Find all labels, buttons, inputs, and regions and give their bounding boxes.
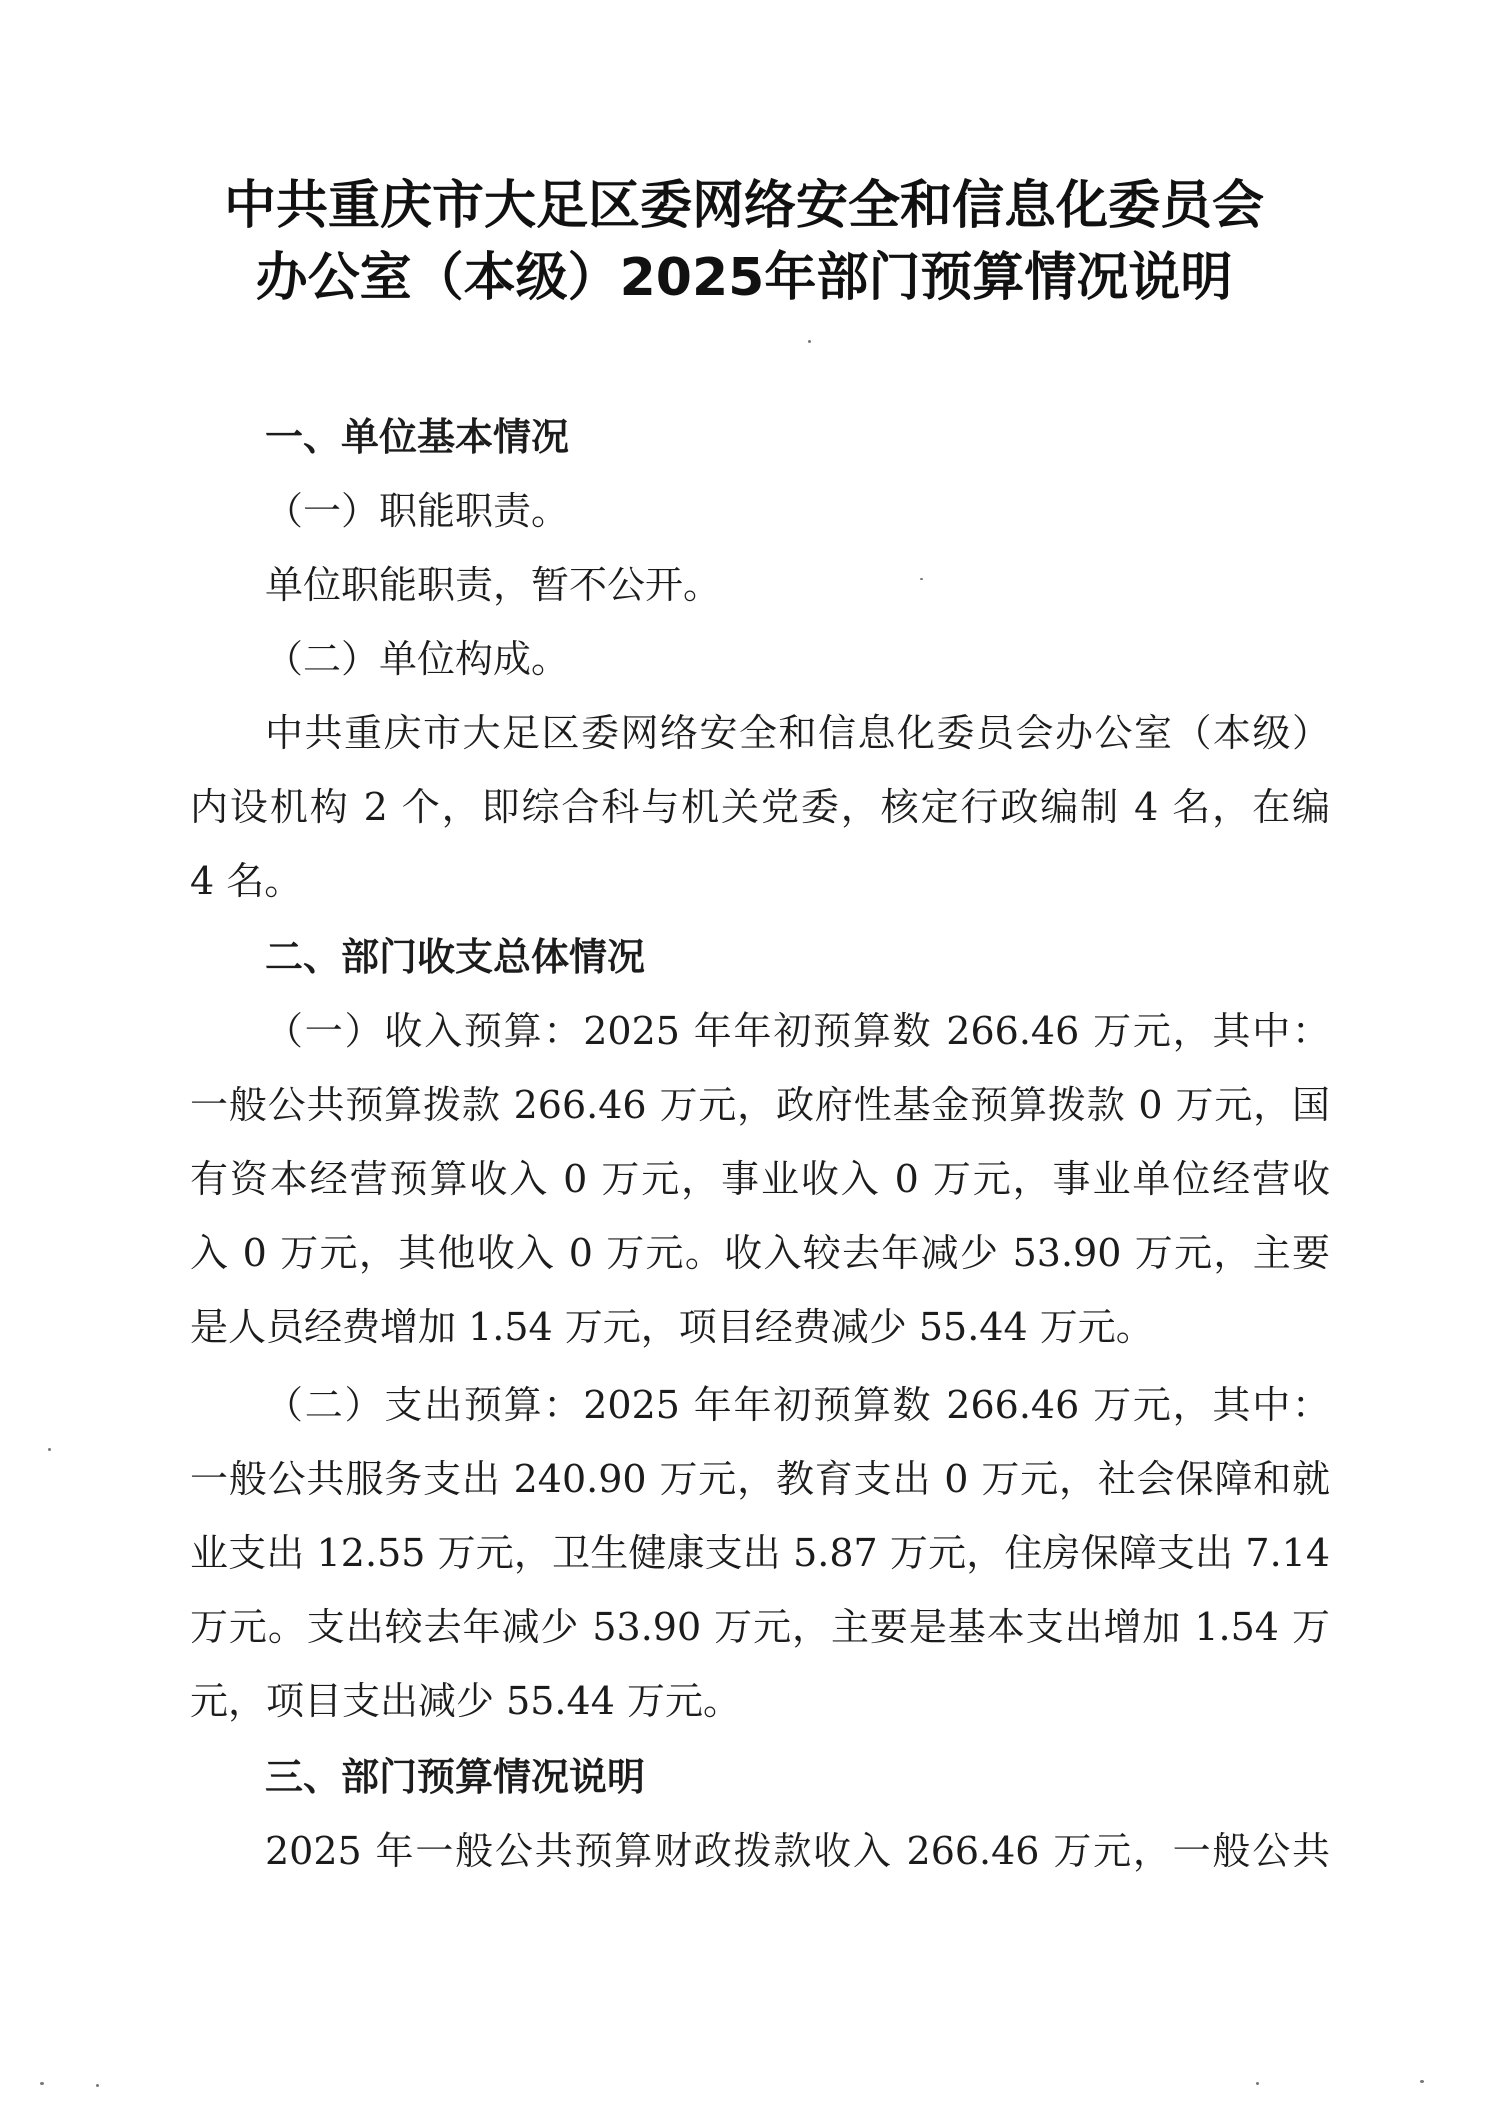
section-1-subheading-2: （二）单位构成。 bbox=[265, 637, 570, 681]
section-2-heading: 二、部门收支总体情况 bbox=[265, 935, 646, 979]
section-3-line-1: 2025 年一般公共预算财政拨款收入 266.46 万元，一般公共 bbox=[265, 1829, 1330, 1873]
section-1-heading: 一、单位基本情况 bbox=[265, 415, 570, 459]
section-2-expense-line-1: （二）支出预算：2025 年年初预算数 266.46 万元，其中： bbox=[265, 1383, 1330, 1427]
section-1-text-2-line-3: 4 名。 bbox=[190, 859, 303, 903]
section-2-expense-line-5: 元，项目支出减少 55.44 万元。 bbox=[190, 1679, 741, 1723]
scan-speck bbox=[96, 2084, 99, 2087]
section-1-text-1: 单位职能职责，暂不公开。 bbox=[265, 563, 722, 607]
section-2-income-line-1: （一）收入预算：2025 年年初预算数 266.46 万元，其中： bbox=[265, 1009, 1330, 1053]
scan-speck bbox=[1420, 2080, 1424, 2083]
scan-speck bbox=[808, 340, 811, 343]
section-2-income-line-5: 是人员经费增加 1.54 万元，项目经费减少 55.44 万元。 bbox=[190, 1305, 1154, 1349]
document-title-line-1: 中共重庆市大足区委网络安全和信息化委员会 bbox=[223, 176, 1264, 236]
section-2-income-line-4: 入 0 万元，其他收入 0 万元。收入较去年减少 53.90 万元，主要 bbox=[190, 1231, 1330, 1275]
section-2-expense-line-2: 一般公共服务支出 240.90 万元，教育支出 0 万元，社会保障和就 bbox=[190, 1457, 1330, 1501]
section-1-subheading-1: （一）职能职责。 bbox=[265, 489, 570, 533]
document-title-line-2: 办公室（本级）2025年部门预算情况说明 bbox=[255, 248, 1233, 308]
section-2-income-line-3: 有资本经营预算收入 0 万元，事业收入 0 万元，事业单位经营收 bbox=[190, 1157, 1330, 1201]
section-2-expense-line-4: 万元。支出较去年减少 53.90 万元，主要是基本支出增加 1.54 万 bbox=[190, 1605, 1330, 1649]
section-1-text-2-line-2: 内设机构 2 个，即综合科与机关党委，核定行政编制 4 名，在编 bbox=[190, 785, 1330, 829]
section-3-heading: 三、部门预算情况说明 bbox=[265, 1755, 646, 1799]
scan-speck bbox=[1256, 2082, 1259, 2085]
scan-speck bbox=[40, 2082, 44, 2085]
section-2-expense-line-3: 业支出 12.55 万元，卫生健康支出 5.87 万元，住房保障支出 7.14 bbox=[190, 1531, 1330, 1575]
scan-speck bbox=[920, 578, 923, 580]
scan-speck bbox=[48, 1448, 51, 1451]
section-2-income-line-2: 一般公共预算拨款 266.46 万元，政府性基金预算拨款 0 万元，国 bbox=[190, 1083, 1330, 1127]
section-1-text-2-line-1: 中共重庆市大足区委网络安全和信息化委员会办公室（本级） bbox=[265, 711, 1330, 755]
